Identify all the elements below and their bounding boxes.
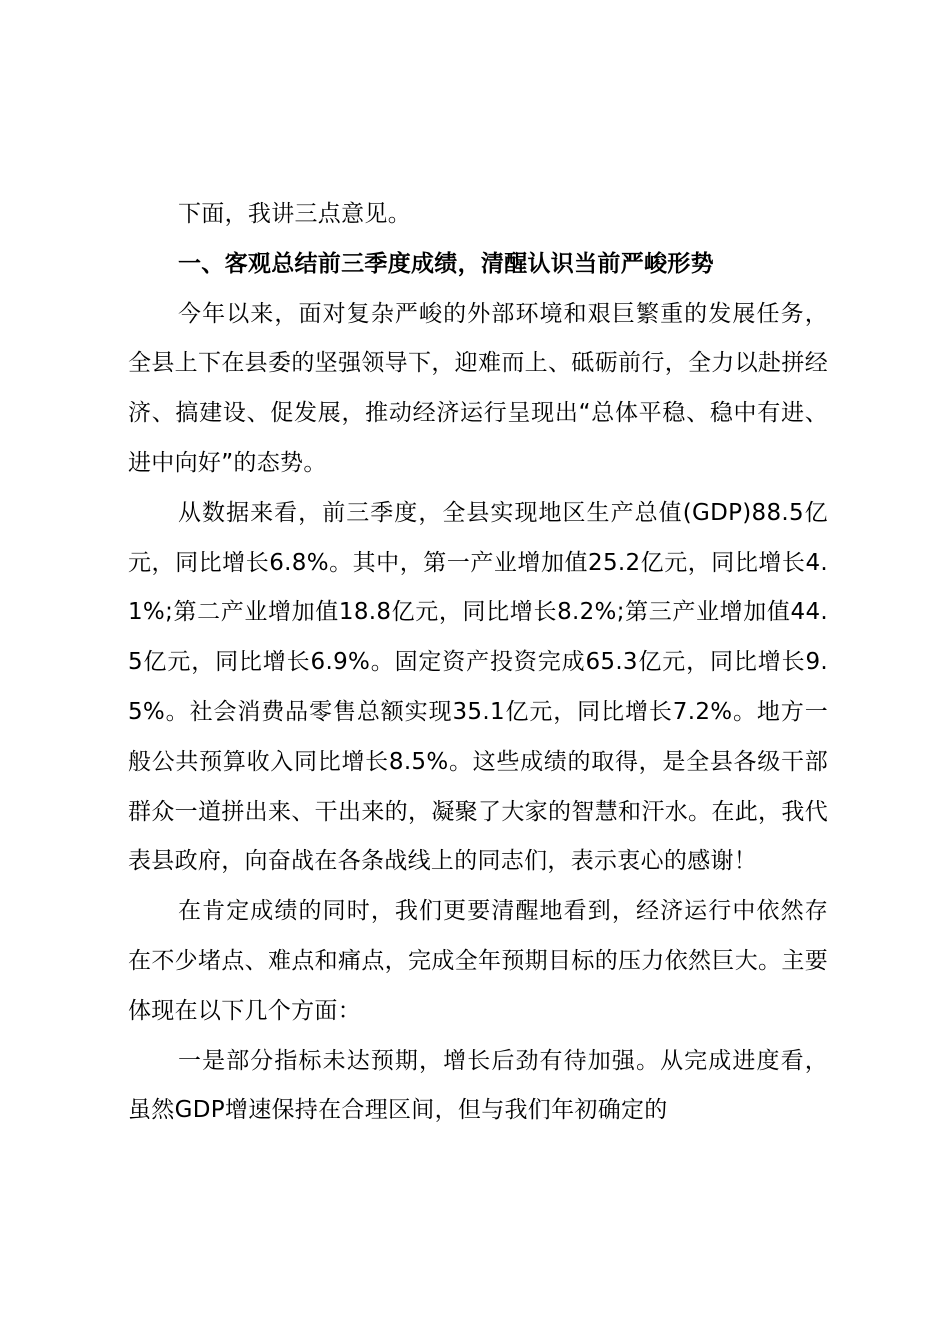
section-heading: 一、客观总结前三季度成绩，清醒认识当前严峻形势 — [178, 250, 714, 277]
paragraph-overview: 今年以来，面对复杂严峻的外部环境和艰巨繁重的发展任务，全县上下在县委的坚强领导下，迎难而上、砥砺前行，全力以赴拼经济、搞建设、促发展，推动经济运行呈现出“总体平稳、稳中有进、进中向好”的态势。 — [128, 300, 828, 476]
paragraph-intro: 下面，我讲三点意见。 — [178, 201, 411, 227]
paragraph-data: 从数据来看，前三季度，全县实现地区生产总值(GDP)88.5亿元，同比增长6.8%。其中，第一产业增加值25.2亿元，同比增长4.1%;第二产业增加值18.8亿元，同比增长8.2%;第三产业增加值44.5亿元，同比增长6.9%。固定资产投资完成65.3亿元，同比增长9.5%。社会消费品零售总额实现35.1亿元，同比增长7.2%。地方一般公共预算收入同比增长8.5%。这些成绩的取得，是全县各级干部群众一道拼出来、干出来的，凝聚了大家的智慧和汗水。在此，我代表县政府，向奋战在各条战线上的同志们，表示衷心的感谢！ — [128, 499, 828, 875]
document-body — [128, 190, 828, 1136]
paragraph-challenges: 在肯定成绩的同时，我们更要清醒地看到，经济运行中依然存在不少堵点、难点和痛点，完成全年预期目标的压力依然巨大。主要体现在以下几个方面： — [128, 898, 828, 1024]
paragraph-point-one: 一是部分指标未达预期，增长后劲有待加强。从完成进度看，虽然GDP增速保持在合理区间，但与我们年初确定的 — [128, 1047, 828, 1124]
